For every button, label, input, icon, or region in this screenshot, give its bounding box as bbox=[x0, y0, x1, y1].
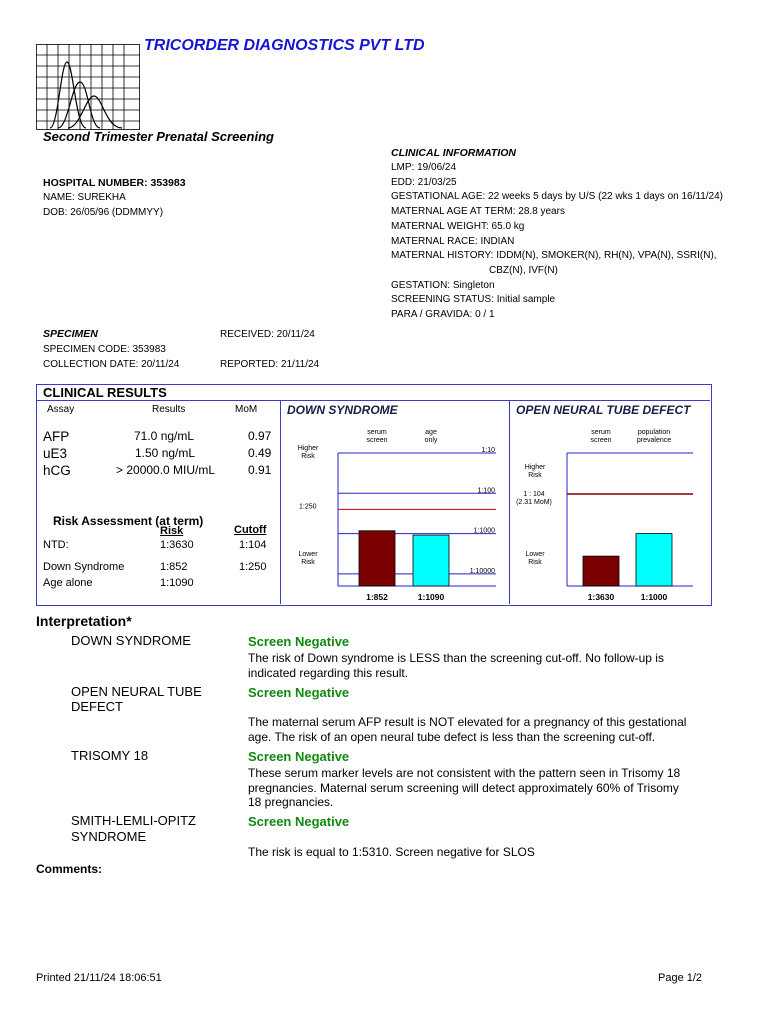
company-logo bbox=[36, 44, 140, 130]
assay-result: > 20000.0 MIU/mL bbox=[116, 463, 216, 477]
cutoff-value: 1:250 bbox=[239, 561, 267, 573]
risk-col: Risk bbox=[160, 525, 184, 537]
risk-table bbox=[43, 539, 278, 593]
ontd-chart bbox=[510, 420, 710, 604]
col-mom: MoM bbox=[235, 404, 258, 415]
interp-label: DOWN SYNDROME bbox=[71, 633, 191, 648]
specimen-heading: SPECIMEN bbox=[43, 328, 98, 340]
clinical-info-line: LMP: 19/06/24 bbox=[391, 162, 457, 173]
ontd-chart-title: OPEN NEURAL TUBE DEFECT bbox=[516, 403, 691, 417]
interp-text-line: age. The risk of an open neural tube defect is less than the screening cut-off. bbox=[248, 729, 656, 744]
risk-row bbox=[43, 561, 278, 577]
down-syndrome-chart-title: DOWN SYNDROME bbox=[287, 403, 398, 417]
tick-label: 1:100 bbox=[477, 487, 495, 495]
risk-heading: Risk Assessment (at term) bbox=[53, 514, 204, 528]
assay-row bbox=[43, 446, 271, 463]
risk-label: Age alone bbox=[43, 577, 93, 589]
cutoff-sublabel: (2.31 MoM) bbox=[516, 498, 552, 506]
interp-text bbox=[248, 766, 680, 810]
category-label: screen bbox=[366, 437, 388, 444]
risk-value: 1:1090 bbox=[160, 577, 194, 589]
category-label: only bbox=[424, 437, 438, 444]
assay-result: 1.50 ng/mL bbox=[135, 446, 196, 460]
cutoff-value: 1:104 bbox=[239, 539, 267, 551]
clinical-info-list bbox=[391, 161, 723, 323]
higher-risk-label: Higher bbox=[524, 464, 546, 471]
interp-status: Screen Negative bbox=[248, 749, 350, 764]
reported-date: REPORTED: 21/11/24 bbox=[220, 359, 320, 370]
risk-row bbox=[43, 539, 278, 555]
hospital-number: HOSPITAL NUMBER: 353983 bbox=[43, 177, 186, 189]
bar-value-label: 1:3630 bbox=[587, 592, 615, 602]
bar-value-label: 1:1000 bbox=[640, 592, 668, 602]
clinical-info-line: MATERNAL HISTORY: IDDM(N), SMOKER(N), RH(N), VPA(N), SSRI(N), bbox=[391, 250, 717, 262]
interp-label-2: SYNDROME bbox=[71, 829, 147, 844]
risk-value: 1:3630 bbox=[160, 539, 194, 551]
assay-table bbox=[43, 429, 271, 480]
bar-value-label: 1:852 bbox=[366, 592, 388, 602]
risk-bar bbox=[583, 556, 619, 586]
clinical-info-line: EDD: 21/03/25 bbox=[391, 176, 457, 188]
clinical-info-line: MATERNAL AGE AT TERM: 28.8 years bbox=[391, 206, 565, 218]
company-name: TRICORDER DIAGNOSTICS PVT LTD bbox=[144, 37, 425, 54]
risk-row bbox=[43, 577, 278, 593]
page-number: Page 1/2 bbox=[658, 972, 703, 984]
category-label: population bbox=[637, 429, 671, 436]
risk-label: NTD: bbox=[43, 539, 69, 551]
risk-value: 1:852 bbox=[160, 561, 188, 573]
clinical-info-line: PARA / GRAVIDA: 0 / 1 bbox=[391, 309, 495, 321]
interp-text-line: The risk of Down syndrome is LESS than the screening cut-off. No follow-up is bbox=[248, 651, 664, 665]
assay-row bbox=[43, 429, 271, 446]
higher-risk-label: Risk bbox=[528, 472, 542, 479]
tick-label: 1:10000 bbox=[469, 567, 495, 575]
interp-text-line: The risk is equal to 1:5310. Screen negative for SLOS bbox=[248, 845, 535, 859]
interp-text-line: The maternal serum AFP result is NOT elevated for a pregnancy of this gestational bbox=[248, 715, 687, 729]
cutoff-label: 1 : 104 bbox=[523, 490, 545, 498]
interp-status: Screen Negative bbox=[248, 685, 350, 700]
cutoff-label: 1:250 bbox=[299, 503, 317, 511]
received-date: RECEIVED: 20/11/24 bbox=[220, 329, 315, 340]
risk-bar bbox=[359, 531, 395, 586]
lower-risk-label: Lower bbox=[525, 551, 545, 558]
category-label: serum bbox=[367, 429, 387, 436]
interp-text bbox=[248, 845, 535, 860]
clinical-info-line: GESTATION: Singleton bbox=[391, 279, 495, 291]
collection-date: COLLECTION DATE: 20/11/24 bbox=[43, 359, 180, 370]
assay-name: uE3 bbox=[43, 446, 68, 461]
lower-risk-label: Risk bbox=[301, 559, 315, 566]
interpretation-heading: Interpretation* bbox=[36, 613, 132, 629]
category-label: screen bbox=[590, 437, 612, 444]
assay-name: AFP bbox=[43, 429, 70, 444]
assay-mom: 0.91 bbox=[248, 463, 272, 477]
category-label: serum bbox=[591, 429, 611, 436]
interp-label: OPEN NEURAL TUBE bbox=[71, 684, 202, 699]
tick-label: 1:1000 bbox=[473, 527, 495, 535]
category-label: prevalence bbox=[636, 437, 672, 444]
risk-label: Down Syndrome bbox=[43, 561, 125, 573]
higher-risk-label: Higher bbox=[297, 445, 319, 452]
risk-bar bbox=[413, 535, 449, 586]
risk-bar bbox=[636, 534, 672, 586]
assay-mom: 0.49 bbox=[248, 446, 272, 460]
assay-name: hCG bbox=[43, 463, 71, 478]
assay-result: 71.0 ng/mL bbox=[134, 429, 195, 443]
interp-label: SMITH-LEMLI-OPITZ bbox=[71, 813, 196, 828]
interp-text-line: pregnancies. Maternal serum screening will detect approximately 60% of Trisomy bbox=[248, 780, 679, 795]
higher-risk-label: Risk bbox=[301, 453, 315, 460]
interp-label: TRISOMY 18 bbox=[71, 748, 149, 763]
down-syndrome-chart bbox=[281, 420, 509, 604]
clinical-info-line: CBZ(N), IVF(N) bbox=[489, 264, 558, 276]
interp-status: Screen Negative bbox=[248, 634, 350, 649]
interp-text-line: These serum marker levels are not consistent with the pattern seen in Trisomy 18 bbox=[248, 766, 681, 780]
tick-label: 1:10 bbox=[481, 447, 495, 454]
lower-risk-label: Risk bbox=[528, 559, 542, 566]
cutoff-col: Cutoff bbox=[234, 524, 267, 536]
comments-label: Comments: bbox=[36, 862, 103, 876]
patient-dob: DOB: 26/05/96 (DDMMYY) bbox=[43, 207, 164, 218]
report-title: Second Trimester Prenatal Screening bbox=[43, 129, 274, 144]
col-assay: Assay bbox=[47, 404, 75, 415]
bar-value-label: 1:1090 bbox=[417, 592, 445, 602]
assay-mom: 0.97 bbox=[248, 429, 272, 443]
printed-timestamp: Printed 21/11/24 18:06:51 bbox=[36, 972, 162, 984]
interp-status: Screen Negative bbox=[248, 814, 350, 829]
category-label: age bbox=[425, 429, 437, 436]
interp-text bbox=[248, 651, 664, 680]
specimen-code: SPECIMEN CODE: 353983 bbox=[43, 344, 166, 355]
interp-text-line: 18 pregnancies. bbox=[248, 795, 334, 809]
clinical-info-line: GESTATIONAL AGE: 22 weeks 5 days by U/S (22 wks 1 days on 16/11/24) bbox=[391, 191, 724, 203]
interp-text bbox=[248, 715, 686, 744]
clinical-results-heading: CLINICAL RESULTS bbox=[43, 385, 167, 400]
clinical-info-heading: CLINICAL INFORMATION bbox=[391, 147, 517, 159]
interp-label-2: DEFECT bbox=[71, 699, 123, 714]
results-divider bbox=[37, 400, 710, 401]
col-results: Results bbox=[152, 404, 186, 415]
interp-text-line: indicated regarding this result. bbox=[248, 665, 409, 680]
clinical-info-line: SCREENING STATUS: Initial sample bbox=[391, 294, 556, 306]
clinical-info-line: MATERNAL RACE: INDIAN bbox=[391, 235, 515, 247]
patient-name: NAME: SUREKHA bbox=[43, 192, 126, 203]
assay-row bbox=[43, 463, 271, 480]
lower-risk-label: Lower bbox=[298, 551, 318, 558]
clinical-info-line: MATERNAL WEIGHT: 65.0 kg bbox=[391, 220, 525, 232]
